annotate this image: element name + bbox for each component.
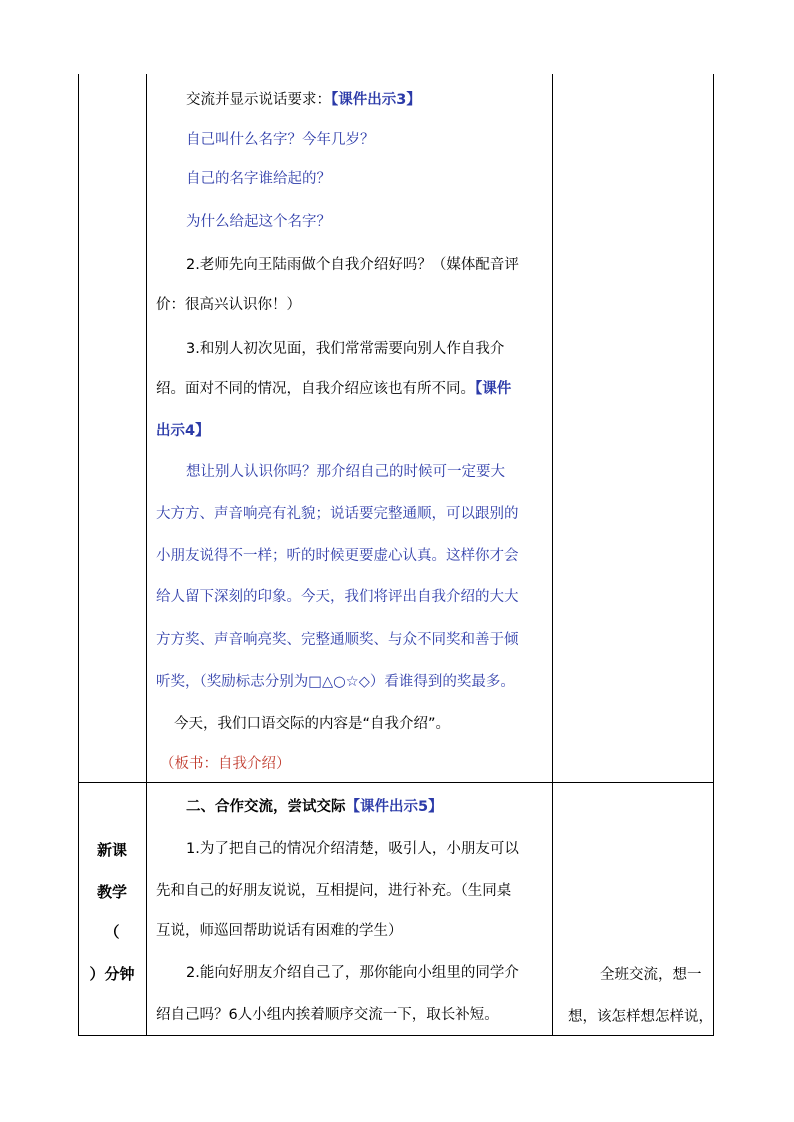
text-line xyxy=(156,339,578,359)
text-segment: 【课件出示5】 xyxy=(345,799,443,815)
text-segment: 二、合作交流，尝试交际 xyxy=(186,799,346,815)
text-segment: 1.为了把自己的情况介绍清楚，吸引人，小朋友可以 xyxy=(186,841,519,857)
section2-left-label xyxy=(78,783,146,1035)
lesson-table xyxy=(78,74,714,1036)
left-label-line: 教学 xyxy=(96,883,127,901)
text-segment: 自己叫什么名字？今年几岁？ xyxy=(186,132,375,148)
text-line xyxy=(156,421,548,441)
text-line xyxy=(156,672,548,692)
text-segment: 2.老师先向王陆雨做个自我介绍好吗？（媒体配音评 xyxy=(186,257,519,273)
text-segment: 绍自己吗？6人小组内挨着顺序交流一下，取长补短。 xyxy=(156,1007,499,1023)
text-line xyxy=(156,630,548,650)
text-segment: 先和自己的好朋友说说，互相提问，进行补充。（生同桌 xyxy=(156,883,512,899)
row-introduction xyxy=(78,74,714,782)
text-line xyxy=(156,130,578,150)
left-label-line: 新课 xyxy=(96,841,127,859)
text-line xyxy=(156,839,578,859)
text-line xyxy=(156,921,548,941)
text-segment: 小朋友说得不一样；听的时候更要虚心认真。这样你才会 xyxy=(156,548,519,564)
text-segment: 2.能向好朋友介绍自己了，那你能向小组里的同学介 xyxy=(186,965,519,981)
text-line xyxy=(156,295,548,315)
text-segment: 为什么给起这个名字？ xyxy=(186,214,331,230)
text-line xyxy=(156,90,578,110)
text-segment: 绍。面对不同的情况，自我介绍应该也有所不同。 xyxy=(156,381,475,397)
text-segment: 价：很高兴认识你！） xyxy=(156,297,301,313)
text-line xyxy=(156,169,578,189)
text-line xyxy=(156,462,578,482)
text-segment: 出示4】 xyxy=(156,423,210,439)
text-line xyxy=(156,714,566,734)
text-line xyxy=(156,881,548,901)
row-new-lesson xyxy=(78,783,714,1035)
left-label-line: （ xyxy=(104,923,120,941)
text-line xyxy=(156,963,578,983)
right-note-line: 想，该怎样想怎样说， xyxy=(568,1009,713,1025)
text-segment: 给人留下深刻的印象。今天，我们将评出自我介绍的大大 xyxy=(156,589,519,605)
text-line xyxy=(156,212,578,232)
table-border-bottom xyxy=(78,1035,714,1036)
section1-content xyxy=(148,74,552,782)
text-segment: 今天，我们口语交际的内容是“自我介绍”。 xyxy=(174,716,451,732)
text-segment: 听奖，（奖励标志分别为□△○☆◇）看谁得到的奖最多。 xyxy=(156,674,515,690)
text-segment: 大方方、声音响亮有礼貌；说话要完整通顺，可以跟别的 xyxy=(156,506,519,522)
text-segment: 交流并显示说话要求： xyxy=(186,92,331,108)
text-segment: 互说，师巡回帮助说话有困难的学生） xyxy=(156,923,403,939)
text-segment: （板书：自我介绍） xyxy=(160,756,291,772)
section2-right-notes xyxy=(554,783,714,1035)
text-line xyxy=(156,1005,548,1025)
text-segment: 想让别人认识你吗？那介绍自己的时候可一定要大 xyxy=(186,464,505,480)
text-line xyxy=(156,379,548,399)
right-note-line: 全班交流，想一 xyxy=(600,967,702,983)
text-line xyxy=(156,504,548,524)
left-label-line: ）分钟 xyxy=(89,965,135,983)
section2-content xyxy=(148,783,552,1035)
text-line xyxy=(156,754,552,774)
text-segment: 自己的名字谁给起的？ xyxy=(186,171,331,187)
text-segment: 3.和别人初次见面，我们常常需要向别人作自我介 xyxy=(186,341,505,357)
text-line xyxy=(156,797,578,817)
text-line xyxy=(156,546,548,566)
text-line xyxy=(156,255,578,275)
text-segment: 方方奖、声音响亮奖、完整通顺奖、与众不同奖和善于倾 xyxy=(156,632,519,648)
text-segment: 【课件出示3】 xyxy=(331,92,421,108)
text-line xyxy=(156,587,548,607)
text-segment: 【课件 xyxy=(475,381,512,397)
